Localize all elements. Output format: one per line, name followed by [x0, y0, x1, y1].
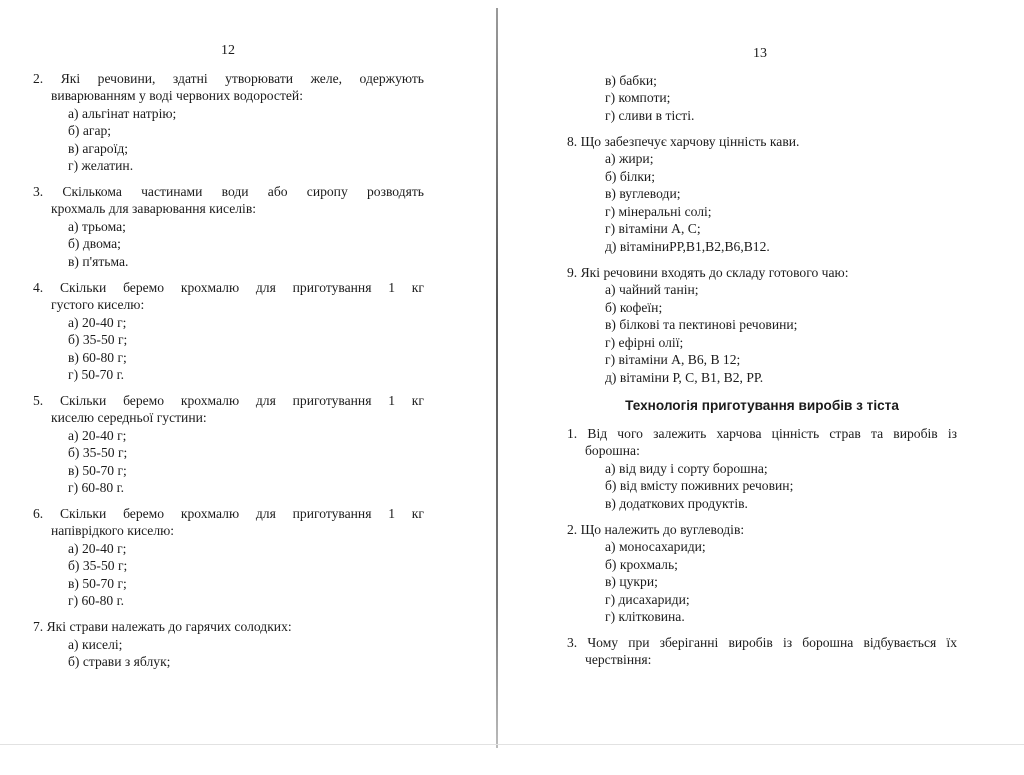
answer-option: в) бабки; — [605, 73, 657, 88]
answer-option: а) 20-40 г; — [68, 541, 127, 556]
answer-option: в) 50-70 г; — [68, 576, 127, 591]
answer-option: г) вітаміни А, В6, В 12; — [605, 352, 741, 367]
answer-option: г) 60-80 г. — [68, 480, 125, 495]
answer-option: в) цукри; — [605, 574, 658, 589]
question-line: 8. Що забезпечує харчову цінність кави. — [567, 134, 800, 149]
question-line: 6. Скільки беремо крохмалю для приготування 1 кг — [33, 506, 424, 521]
answer-option: б) кофеїн; — [605, 300, 663, 315]
page-bottom-edge — [0, 744, 1024, 745]
right-page — [500, 0, 1024, 775]
question-line: 2. Які речовини, здатні утворювати желе, одержують — [33, 71, 424, 86]
answer-option: д) вітаміниРР,В1,В2,В6,В12. — [605, 239, 770, 254]
answer-option: г) мінеральні солі; — [605, 204, 712, 219]
answer-option: в) 50-70 г; — [68, 463, 127, 478]
question-continuation: густого киселю: — [51, 297, 145, 312]
answer-option: в) агароїд; — [68, 141, 129, 156]
question-line: 4. Скільки беремо крохмалю для приготування 1 кг — [33, 280, 424, 295]
question-continuation: крохмаль для заварювання киселів: — [51, 201, 257, 216]
page-number-right: 13 — [753, 46, 767, 61]
answer-option: б) агар; — [68, 123, 112, 138]
question-line: 3. Чому при зберіганні виробів із борошна відбувається їх — [567, 635, 957, 650]
answer-option: г) компоти; — [605, 90, 671, 105]
answer-option: г) желатин. — [68, 158, 134, 173]
answer-option: г) дисахариди; — [605, 592, 690, 607]
answer-option: б) страви з яблук; — [68, 654, 171, 669]
answer-option: г) 50-70 г. — [68, 367, 125, 382]
answer-option: а) трьома; — [68, 219, 126, 234]
question-line: 1. Від чого залежить харчова цінність страв та виробів із — [567, 426, 957, 441]
question-continuation: черствіння: — [585, 652, 652, 667]
answer-option: б) від вмісту поживних речовин; — [605, 478, 794, 493]
answer-option: б) 35-50 г; — [68, 332, 128, 347]
answer-option: в) вуглеводи; — [605, 186, 681, 201]
left-page — [0, 0, 496, 775]
answer-option: б) двома; — [68, 236, 121, 251]
question-line: 9. Які речовини входять до складу готового чаю: — [567, 265, 849, 280]
answer-option: а) жири; — [605, 151, 654, 166]
question-line: 5. Скільки беремо крохмалю для приготування 1 кг — [33, 393, 424, 408]
section-heading: Технологія приготування виробів з тіста — [625, 398, 899, 413]
question-line: 7. Які страви належать до гарячих солодких: — [33, 619, 292, 634]
answer-option: а) 20-40 г; — [68, 428, 127, 443]
answer-option: а) моносахариди; — [605, 539, 706, 554]
answer-option: г) ефірні олії; — [605, 335, 684, 350]
answer-option: г) сливи в тісті. — [605, 108, 695, 123]
answer-option: а) альгінат натрію; — [68, 106, 177, 121]
answer-option: в) п'ятьма. — [68, 254, 129, 269]
answer-option: б) крохмаль; — [605, 557, 678, 572]
question-line: 2. Що належить до вуглеводів: — [567, 522, 745, 537]
page-number-left: 12 — [221, 43, 235, 58]
question-line: 3. Скількома частинами води або сиропу розводять — [33, 184, 424, 199]
question-continuation: виварюванням у воді червоних водоростей: — [51, 88, 303, 103]
book-gutter — [496, 8, 498, 748]
answer-option: г) клітковина. — [605, 609, 685, 624]
answer-option: в) 60-80 г; — [68, 350, 127, 365]
answer-option: в) додаткових продуктів. — [605, 496, 748, 511]
question-continuation: киселю середньої густини: — [51, 410, 207, 425]
answer-option: а) чайний танін; — [605, 282, 699, 297]
answer-option: а) від виду і сорту борошна; — [605, 461, 768, 476]
question-continuation: борошна: — [585, 443, 640, 458]
answer-option: б) 35-50 г; — [68, 445, 128, 460]
answer-option: а) 20-40 г; — [68, 315, 127, 330]
answer-option: а) киселі; — [68, 637, 123, 652]
question-continuation: напіврідкого киселю: — [51, 523, 175, 538]
answer-option: б) білки; — [605, 169, 655, 184]
answer-option: д) вітаміни Р, С, В1, В2, РР. — [605, 370, 764, 385]
answer-option: г) вітаміни А, С; — [605, 221, 701, 236]
answer-option: б) 35-50 г; — [68, 558, 128, 573]
answer-option: в) білкові та пектинові речовини; — [605, 317, 798, 332]
answer-option: г) 60-80 г. — [68, 593, 125, 608]
